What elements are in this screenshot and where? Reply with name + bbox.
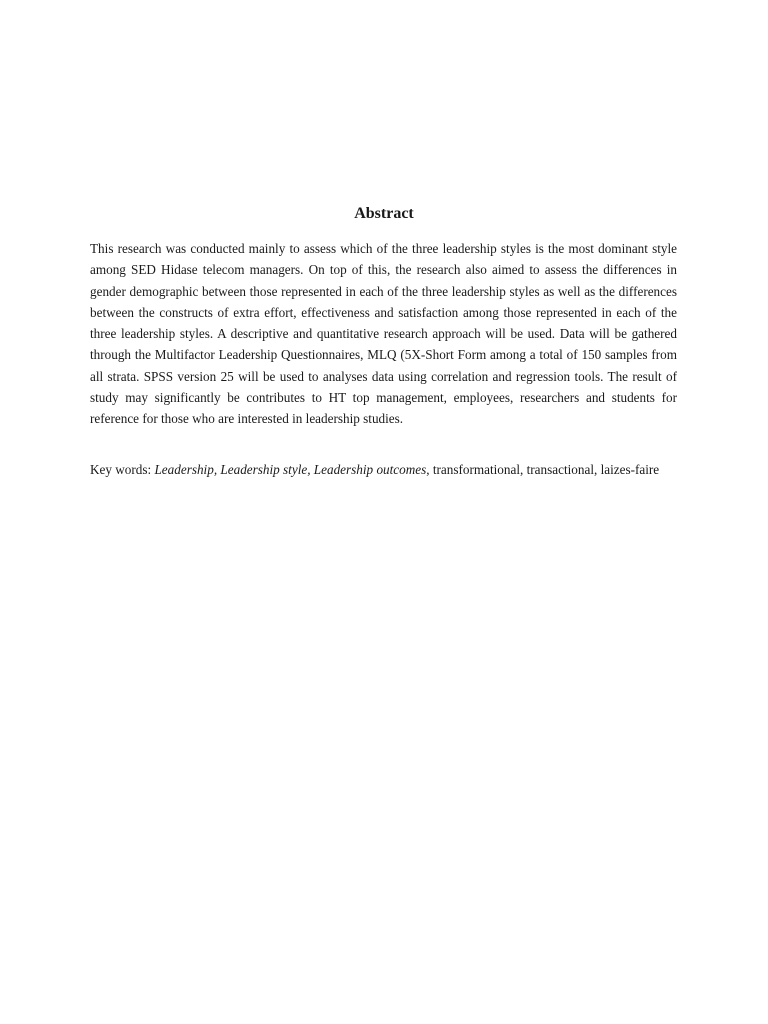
keywords-plain-terms: , transformational, transactional, laizes-faire	[426, 462, 660, 477]
abstract-body: This research was conducted mainly to assess which of the three leadership styles is the most dominant style among SED Hidase telecom managers. On top of this, the research also aimed to assess the differences in gender demographic between those represented in each of the three leadership styles as well as the differences between the constructs of extra effort, effectiveness and satisfaction among those represented in each of the three leadership styles. A descriptive and quantitative research approach will be used. Data will be gathered through the Multifactor Leadership Questionnaires, MLQ (5X-Short Form among a total of 150 samples from all strata. SPSS version 25 will be used to analyses data using correlation and regression tools. The result of study may significantly be contributes to HT top management, employees, researchers and students for reference for those who are interested in leadership studies.	[90, 241, 677, 427]
keywords-paragraph	[90, 459, 677, 480]
abstract-heading: Abstract	[354, 205, 414, 222]
keywords-italic-terms: Leadership, Leadership style, Leadership outcomes	[154, 462, 427, 477]
keywords-label: Key words:	[90, 462, 155, 477]
